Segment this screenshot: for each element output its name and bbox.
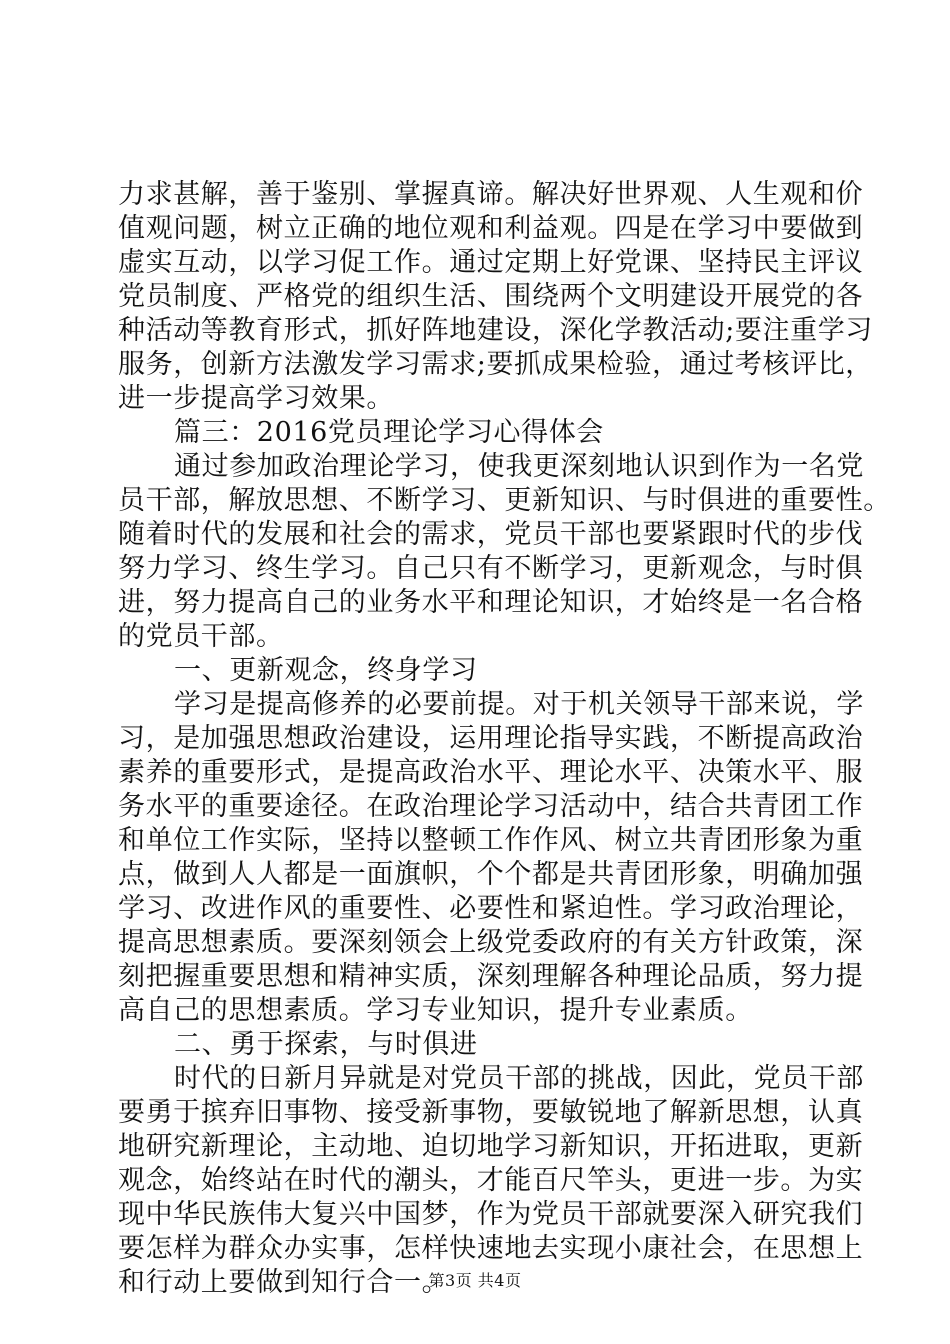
text-line: 高自己的思想素质。学习专业知识，提升专业素质。 xyxy=(118,995,753,1026)
text-line: 努力学习、终生学习。自己只有不断学习，更新观念，与时俱 xyxy=(118,553,864,584)
subheading: 一、更新观念，终身学习 xyxy=(174,655,478,686)
text-line: 虚实互动，以学习促工作。通过定期上好党课、坚持民主评议 xyxy=(118,247,864,278)
document-body xyxy=(118,178,891,1300)
text-line: 力求甚解，善于鉴别、掌握真谛。解决好世界观、人生观和价 xyxy=(118,179,864,210)
text-line: 随着时代的发展和社会的需求，党员干部也要紧跟时代的步伐 xyxy=(118,519,864,550)
text-line: 进一步提高学习效果。 xyxy=(118,383,394,414)
text-line: 地研究新理论，主动地、迫切地学习新知识，开拓进取，更新 xyxy=(118,1131,864,1162)
text-line: 要勇于摈弃旧事物、接受新事物，要敏锐地了解新思想，认真 xyxy=(118,1097,864,1128)
page-number-footer: 第3页 共4页 xyxy=(428,1271,522,1290)
text-line: 提高思想素质。要深刻领会上级党委政府的有关方针政策，深 xyxy=(118,927,864,958)
text-line: 现中华民族伟大复兴中国梦，作为党员干部就要深入研究我们 xyxy=(118,1199,864,1230)
text-line: 值观问题，树立正确的地位观和利益观。四是在学习中要做到 xyxy=(118,213,864,244)
text-line: 素养的重要形式，是提高政治水平、理论水平、决策水平、服 xyxy=(118,757,864,788)
text-line: 种活动等教育形式，抓好阵地建设，深化学教活动;要注重学习 xyxy=(118,315,873,346)
text-line: 学习是提高修养的必要前提。对于机关领导干部来说，学 xyxy=(174,689,864,720)
text-line: 要怎样为群众办实事，怎样快速地去实现小康社会，在思想上 xyxy=(118,1233,864,1264)
text-line: 服务，创新方法激发学习需求;要抓成果检验，通过考核评比， xyxy=(118,349,873,380)
text-line: 员干部，解放思想、不断学习、更新知识、与时俱进的重要性。 xyxy=(118,485,891,516)
text-line: 观念，始终站在时代的潮头，才能百尺竿头，更进一步。为实 xyxy=(118,1165,864,1196)
text-line: 通过参加政治理论学习，使我更深刻地认识到作为一名党 xyxy=(174,451,864,482)
text-line: 党员制度、严格党的组织生活、围绕两个文明建设开展党的各 xyxy=(118,281,864,312)
section-heading: 篇三：2016党员理论学习心得体会 xyxy=(174,417,604,448)
subheading: 二、勇于探索，与时俱进 xyxy=(174,1029,478,1060)
text-line: 习，是加强思想政治建设，运用理论指导实践，不断提高政治 xyxy=(118,723,864,754)
text-line: 务水平的重要途径。在政治理论学习活动中，结合共青团工作 xyxy=(118,791,864,822)
text-line: 点，做到人人都是一面旗帜，个个都是共青团形象，明确加强 xyxy=(118,859,864,890)
text-line: 和行动上要做到知行合一。 xyxy=(118,1267,450,1298)
text-line: 刻把握重要思想和精神实质，深刻理解各种理论品质，努力提 xyxy=(118,961,864,992)
text-line: 和单位工作实际，坚持以整顿工作作风、树立共青团形象为重 xyxy=(118,825,864,856)
text-line: 进，努力提高自己的业务水平和理论知识，才始终是一名合格 xyxy=(118,587,864,618)
text-line: 时代的日新月异就是对党员干部的挑战，因此，党员干部 xyxy=(174,1063,864,1094)
text-line: 学习、改进作风的重要性、必要性和紧迫性。学习政治理论， xyxy=(118,893,864,924)
text-line: 的党员干部。 xyxy=(118,621,284,652)
